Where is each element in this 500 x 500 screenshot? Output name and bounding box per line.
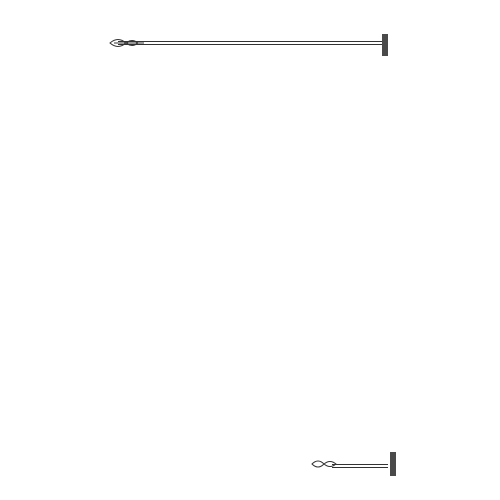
- footer-rule: [310, 452, 396, 474]
- header-post: [382, 34, 388, 56]
- header-rule: [108, 34, 388, 54]
- footer-post: [390, 452, 396, 476]
